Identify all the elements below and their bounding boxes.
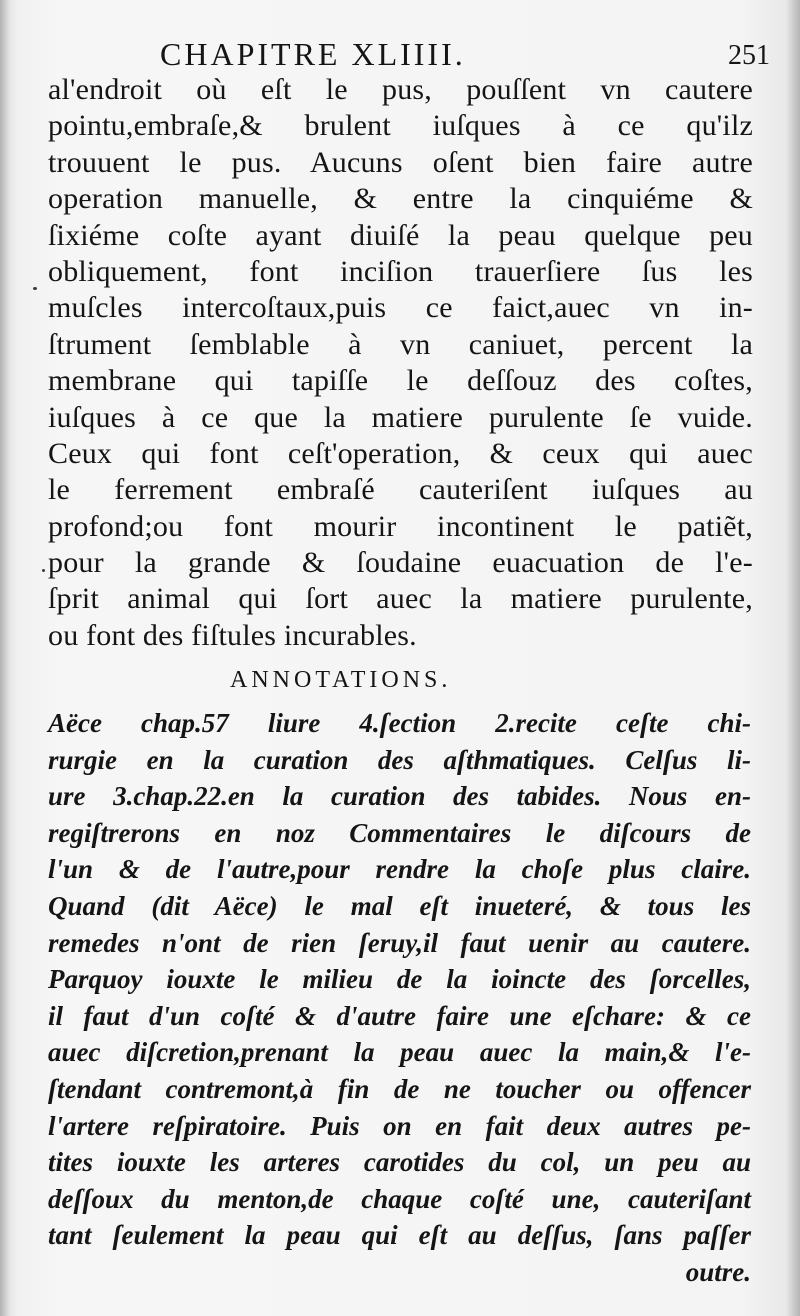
annotation-line: Quand (dit Aëce) le mal eſt inueteré, & tous les — [48, 890, 751, 921]
text-line: pointu,embraſe,& brulent iuſques à ce qu'ilz — [48, 109, 753, 143]
annotation-line: Parquoy iouxte le milieu de la ioincte des ſorcelles, — [48, 964, 751, 995]
text-line: al'endroit où eſt le pus, pouſſent vn cautere — [48, 73, 753, 106]
text-line: obliquement, font inciſion trauerſiere ſus les — [48, 254, 753, 288]
text-line: ſprit animal qui ſort auec la matiere purulente, — [48, 582, 753, 616]
ink-speck — [42, 569, 45, 572]
annotation-line: il faut d'un coſté & d'autre faire une eſchare: & ce — [48, 1000, 751, 1031]
annotation-line: remedes n'ont de rien ſeruy,il faut uenir au cautere. — [48, 927, 751, 958]
annotation-line: ure 3.chap.22.en la curation des tabides. Nous en- — [48, 781, 751, 812]
annotation-line: regiſtrerons en noz Commentaires le diſcours de — [48, 817, 751, 848]
annotation-line: l'artere reſpiratoire. Puis on en fait deux autres pe- — [48, 1110, 751, 1141]
annotation-line: auec diſcretion,prenant la peau auec la main,& l'e- — [48, 1037, 751, 1068]
running-title: CHAPITRE XLIIII. — [160, 36, 466, 72]
page-header — [160, 30, 780, 72]
text-line: iuſques à ce que la matiere purulente ſe vuide. — [48, 400, 753, 434]
page-left-shadow — [0, 0, 10, 1316]
annotation-line: ſtendant contremont,à fin de ne toucher ou offencer — [48, 1073, 751, 1104]
ink-speck — [33, 287, 37, 290]
annotation-line: tites iouxte les arteres carotides du col, un peu au — [48, 1147, 751, 1178]
text-line: pour la grande & ſoudaine euacuation de l'e- — [48, 546, 753, 580]
annotation-line: Aëce chap.57 liure 4.ſection 2.recite ceſte chi- — [48, 708, 751, 738]
text-line: profond;ou font mourir incontinent le patiẽt, — [48, 509, 753, 543]
main-text-block — [48, 72, 753, 654]
annotation-line: l'un & de l'autre,pour rendre la choſe plus claire. — [48, 854, 751, 885]
text-line: le ferrement embraſé cauteriſent iuſques au — [48, 473, 753, 507]
text-line: ſixiéme coſte ayant diuiſé la peau quelque peu — [48, 218, 753, 252]
annotations-heading: ANNOTATIONS. — [230, 667, 452, 693]
text-line: ſtrument ſemblable à vn caniuet, percent la — [48, 327, 753, 361]
text-line: muſcles intercoſtaux,puis ce faict,auec vn in- — [48, 291, 753, 325]
text-line: Ceux qui font ceſt'operation, & ceux qui auec — [48, 436, 753, 470]
annotation-text-block — [48, 705, 751, 1291]
annotation-line: deſſoux du menton,de chaque coſté une, cauteriſant — [48, 1183, 751, 1214]
annotation-line: outre. — [685, 1256, 751, 1287]
page-number: 251 — [728, 40, 770, 71]
page-right-shadow — [786, 0, 800, 1316]
text-line: ou font des fiſtules incurables. — [48, 618, 417, 652]
text-line: membrane qui tapiſſe le deſſouz des coſtes, — [48, 364, 753, 398]
text-line: trouuent le pus. Aucuns oſent bien faire autre — [48, 145, 753, 179]
annotation-line: tant ſeulement la peau qui eſt au deſſus, ſans paſſer — [48, 1220, 751, 1251]
text-line: operation manuelle, & entre la cinquiéme & — [48, 182, 753, 216]
annotation-line: rurgie en la curation des aſthmatiques. Celſus li- — [48, 744, 751, 775]
